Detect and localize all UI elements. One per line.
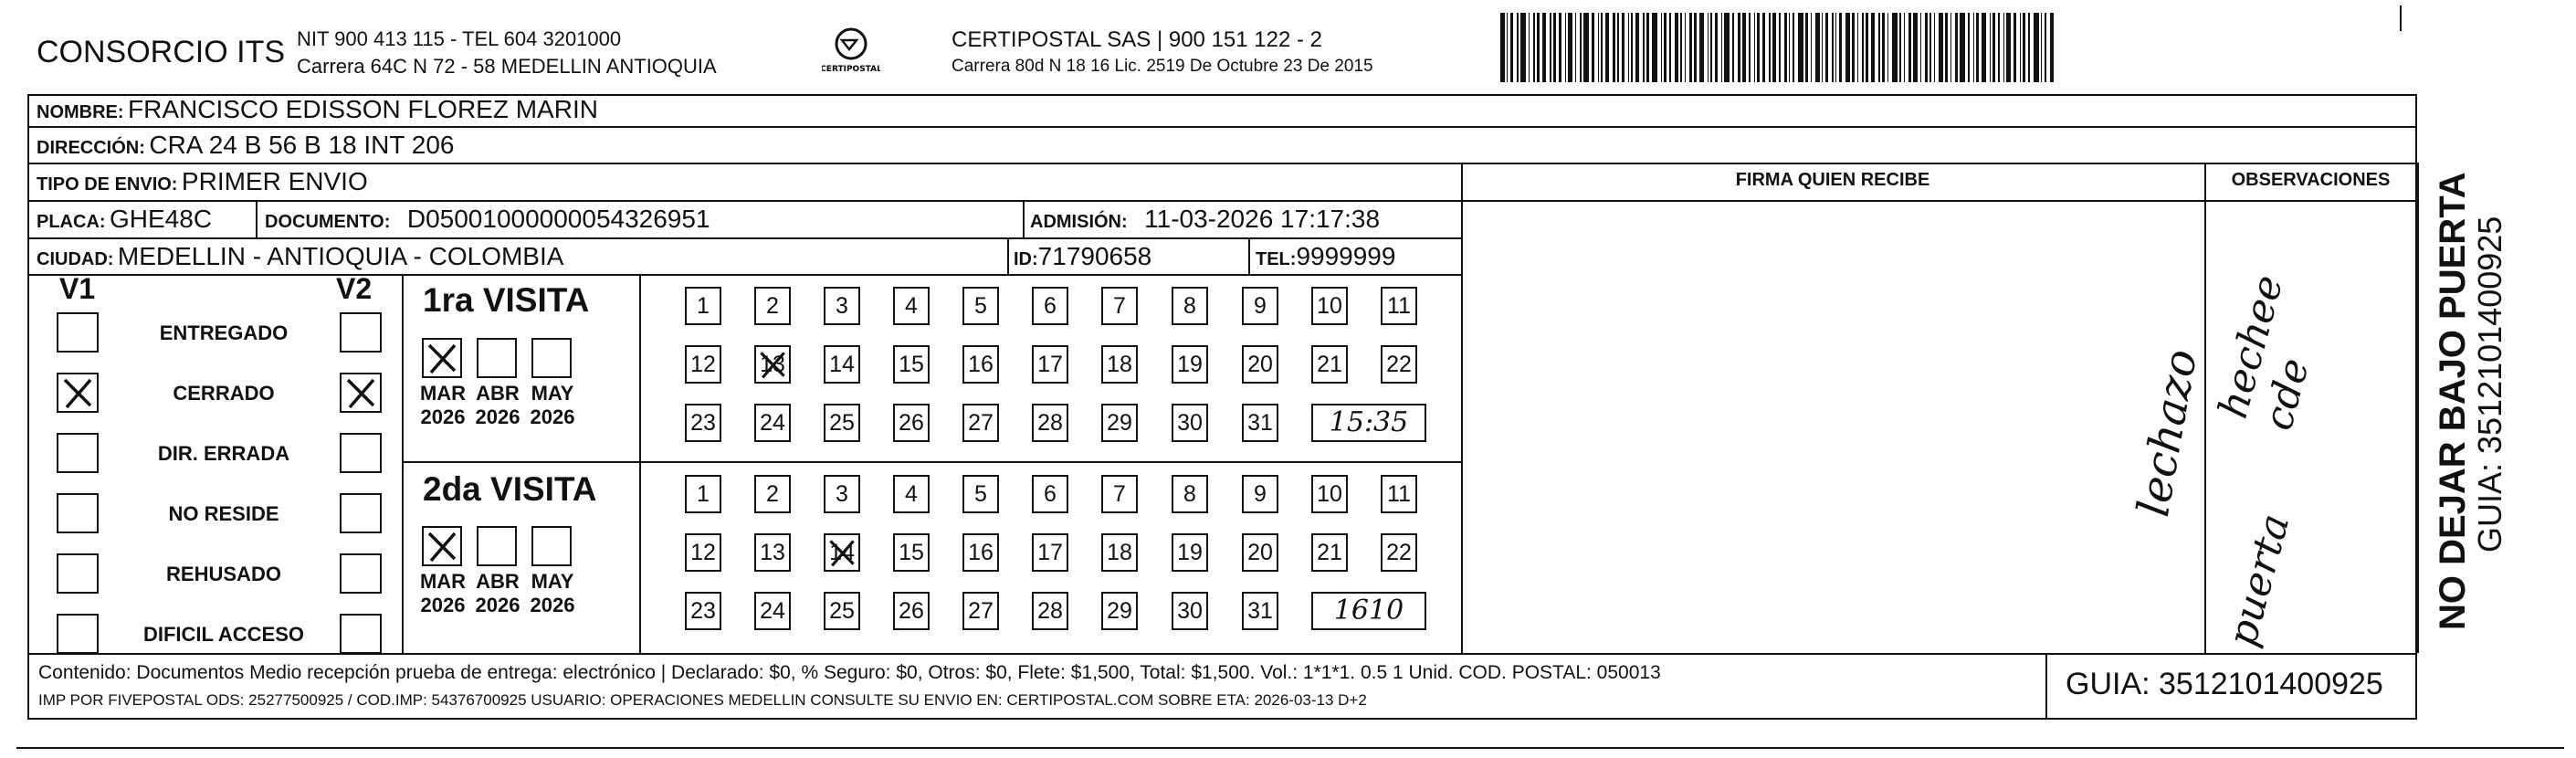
- barcode-bar: [1779, 13, 1781, 82]
- visit2-day-box[interactable]: 15: [893, 533, 930, 572]
- barcode-bar: [1899, 13, 1901, 82]
- month-name: ABR: [476, 570, 520, 593]
- barcode: [1500, 13, 2231, 82]
- footer-line: [27, 653, 2417, 655]
- barcode-bar: [1669, 13, 1671, 82]
- tel-cell: [1256, 242, 1395, 271]
- row-line: [27, 200, 2417, 202]
- barcode-bar: [1857, 13, 1859, 82]
- visit1-day-box[interactable]: 3: [824, 287, 860, 325]
- visit1-day-box[interactable]: 1: [685, 287, 721, 325]
- visit2-day-box[interactable]: 5: [962, 475, 999, 513]
- obs-handwriting-2: hechee cde: [2210, 269, 2318, 436]
- barcode-bar: [1742, 13, 1747, 82]
- id-label: ID:: [1014, 249, 1038, 269]
- placa-cell: [37, 205, 212, 234]
- barcode-bar: [1878, 13, 1880, 82]
- visit1-day-box[interactable]: 16: [962, 345, 999, 384]
- barcode-bar: [1882, 13, 1885, 82]
- barcode-bar: [1533, 13, 1535, 82]
- barcode-bar: [1583, 13, 1589, 82]
- visit1-day-box[interactable]: 4: [893, 287, 930, 325]
- visit2-day-box[interactable]: 8: [1172, 475, 1208, 513]
- tipo-row: [37, 167, 368, 196]
- visit1-day-box[interactable]: 19: [1172, 345, 1208, 384]
- carrier-name: CERTIPOSTAL SAS | 900 151 122 - 2: [952, 27, 1322, 52]
- barcode-bar: [1908, 13, 1911, 82]
- logo-text: CERTIPOSTAL: [822, 65, 880, 74]
- visit2-day-box[interactable]: 27: [962, 592, 999, 630]
- x-mark-icon: [825, 535, 858, 570]
- visit1-day-box[interactable]: 2: [754, 287, 791, 325]
- footer-guia: GUIA: 3512101400925: [2066, 667, 2383, 701]
- v2-checkbox[interactable]: [340, 373, 382, 413]
- barcode-bar: [1580, 13, 1582, 82]
- barcode-bar: [1721, 13, 1723, 82]
- status-option-label: NO RESIDE: [168, 502, 279, 525]
- row-line: [27, 237, 1461, 239]
- barcode-bar: [1866, 13, 1868, 82]
- barcode-bar: [1769, 13, 1771, 82]
- visit2-day-box[interactable]: 28: [1032, 592, 1068, 630]
- visit1-day-box[interactable]: 30: [1172, 404, 1208, 442]
- month-year: 2026: [530, 594, 575, 616]
- direccion-row: [37, 131, 454, 160]
- visit2-day-box[interactable]: 11: [1381, 475, 1417, 513]
- v2-checkbox[interactable]: [340, 312, 382, 353]
- visit2-day-box[interactable]: 13: [754, 533, 791, 572]
- status-option-label: DIR. ERRADA: [157, 442, 290, 465]
- barcode-bar: [1887, 13, 1889, 82]
- visit1-month-checkbox[interactable]: [477, 338, 517, 378]
- visit1-day-box[interactable]: 18: [1101, 345, 1138, 384]
- barcode-bar: [2041, 13, 2043, 82]
- barcode-bar: [1517, 13, 1519, 82]
- barcode-bar: [1708, 13, 1709, 82]
- visit1-day-box[interactable]: 29: [1101, 404, 1138, 442]
- ciudad-cell: [37, 242, 563, 271]
- barcode-bar: [1815, 13, 1820, 82]
- barcode-bar: [2003, 13, 2005, 82]
- barcode-bar: [1738, 13, 1740, 82]
- barcode-bar: [1757, 13, 1760, 82]
- x-mark-icon: [424, 340, 460, 376]
- visit1-day-box[interactable]: 22: [1381, 345, 1417, 384]
- barcode-bar: [1950, 13, 1952, 82]
- month-name: MAR: [419, 382, 467, 405]
- month-name: ABR: [476, 382, 520, 405]
- visit1-day-box[interactable]: 21: [1311, 345, 1348, 384]
- barcode-bar: [2006, 13, 2011, 82]
- barcode-bar: [1628, 13, 1630, 82]
- x-mark-icon: [58, 374, 97, 411]
- col-line: [1007, 237, 1009, 274]
- visit2-day-box[interactable]: 24: [754, 592, 791, 630]
- corner-tick: [2400, 5, 2402, 31]
- month-year: 2026: [475, 594, 520, 616]
- visit2-day-box[interactable]: 16: [962, 533, 999, 572]
- v2-checkbox[interactable]: [340, 553, 382, 594]
- month-name: MAY: [531, 382, 574, 405]
- barcode-bar: [1832, 13, 1834, 82]
- v1-checkbox[interactable]: [57, 553, 99, 594]
- barcode-bar: [1715, 13, 1718, 82]
- barcode-bar: [1925, 13, 1928, 82]
- col-line: [1023, 200, 1025, 237]
- visit2-day-box[interactable]: 30: [1172, 592, 1208, 630]
- barcode-bar: [1892, 13, 1898, 82]
- x-mark-icon: [342, 374, 380, 411]
- visit2-day-box[interactable]: 10: [1311, 475, 1348, 513]
- tel-value: 9999999: [1296, 242, 1396, 270]
- visit1-month-label: [524, 382, 581, 429]
- status-option-label: CERRADO: [173, 382, 275, 405]
- barcode-bar: [1784, 13, 1787, 82]
- company-name: CONSORCIO ITS: [37, 35, 286, 69]
- row-line: [27, 126, 2417, 128]
- status-option-label: ENTREGADO: [159, 321, 289, 344]
- documento-cell: [265, 205, 710, 234]
- barcode-bar: [1793, 13, 1794, 82]
- tipo-value: PRIMER ENVIO: [181, 167, 368, 195]
- barcode-bar: [2050, 13, 2055, 82]
- visit1-day-box[interactable]: 10: [1311, 287, 1348, 325]
- v2-label: V2: [336, 272, 373, 305]
- visit2-day-box[interactable]: 17: [1032, 533, 1068, 572]
- barcode-bar: [2013, 13, 2016, 82]
- barcode-bar: [1754, 13, 1756, 82]
- month-year: 2026: [420, 405, 466, 428]
- row-line: [27, 274, 1461, 276]
- visit1-day-box[interactable]: 26: [893, 404, 930, 442]
- visit1-day-box[interactable]: 24: [754, 404, 791, 442]
- placa-value: GHE48C: [110, 205, 213, 233]
- month-name: MAR: [419, 570, 467, 593]
- visit1-day-box[interactable]: 23: [685, 404, 721, 442]
- carrier-address: Carrera 80d N 18 16 Lic. 2519 De Octubre 23 De 2015: [952, 57, 1373, 76]
- barcode-bar: [1685, 13, 1687, 82]
- company-nit: NIT 900 413 115 - TEL 604 3201000: [297, 27, 622, 50]
- barcode-bar: [1664, 13, 1667, 82]
- barcode-bar: [1592, 13, 1594, 82]
- visit2-day-box[interactable]: 31: [1242, 592, 1278, 630]
- visit2-day-box[interactable]: 19: [1172, 533, 1208, 572]
- barcode-bar: [1622, 13, 1624, 82]
- barcode-bar: [1689, 13, 1692, 82]
- barcode-bar: [1565, 13, 1567, 82]
- barcode-bar: [1920, 13, 1922, 82]
- barcode-bar: [1913, 13, 1918, 82]
- visit2-day-box[interactable]: 12: [685, 533, 721, 572]
- month-year: 2026: [530, 405, 575, 428]
- visit1-day-box[interactable]: 12: [685, 345, 721, 384]
- barcode-bar: [1520, 13, 1526, 82]
- visit1-day-box[interactable]: 25: [824, 404, 860, 442]
- x-mark-icon: [424, 528, 460, 564]
- barcode-bar: [1929, 13, 1931, 82]
- barcode-bar: [1968, 13, 1970, 82]
- barcode-bar: [1680, 13, 1682, 82]
- barcode-bar: [1749, 13, 1751, 82]
- col-line: [2417, 163, 2419, 653]
- certipostal-logo: [822, 24, 880, 82]
- barcode-bar: [1798, 13, 1803, 82]
- barcode-bar: [1762, 13, 1765, 82]
- direccion-value: CRA 24 B 56 B 18 INT 206: [149, 131, 455, 159]
- barcode-bar: [1811, 13, 1813, 82]
- firma-header: FIRMA QUIEN RECIBE: [1735, 170, 1930, 190]
- visit1-month-checkbox[interactable]: [531, 338, 572, 378]
- visit1-day-box[interactable]: 11: [1381, 287, 1417, 325]
- barcode-bar: [2034, 13, 2039, 82]
- barcode-bar: [2045, 13, 2046, 82]
- visit2-day-box[interactable]: 2: [754, 475, 791, 513]
- ciudad-label: CIUDAD:: [37, 249, 114, 269]
- barcode-bar: [1976, 13, 1979, 82]
- status-option-label: DIFICIL ACCESO: [142, 623, 304, 646]
- barcode-bar: [1992, 13, 1995, 82]
- barcode-bar: [2023, 13, 2025, 82]
- barcode-bar: [1661, 13, 1663, 82]
- barcode-bar: [1542, 13, 1547, 82]
- visit1-month-checkbox[interactable]: [422, 338, 462, 378]
- admision-cell: [1030, 205, 1380, 234]
- barcode-bar: [1568, 13, 1572, 82]
- barcode-bar: [1960, 13, 1965, 82]
- status-option-label: REHUSADO: [166, 563, 281, 585]
- visit2-month-checkbox[interactable]: [531, 526, 572, 566]
- month-name: MAY: [531, 570, 574, 593]
- barcode-bar: [1789, 13, 1791, 82]
- side-warning: NO DEJAR BAJO PUERTA: [2433, 172, 2473, 630]
- v1-label: V1: [59, 272, 96, 305]
- barcode-bar: [1772, 13, 1777, 82]
- barcode-bar: [1724, 13, 1730, 82]
- barcode-bar: [1839, 13, 1842, 82]
- barcode-bar: [1934, 13, 1936, 82]
- barcode-bar: [1605, 13, 1610, 82]
- visit2-day-box[interactable]: 18: [1101, 533, 1138, 572]
- visit2-day-box[interactable]: 20: [1242, 533, 1278, 572]
- footer-contenido: Contenido: Documentos Medio recepción prueba de entrega: electrónico | Declarado: $0, % Seguro: $0, Otros: $0, Flete: $1,500, Total: $1,500. Vol.: 1*1*1. 0.5 1 Unid. COD. POSTAL: 050013: [38, 662, 1661, 683]
- month-year: 2026: [475, 405, 520, 428]
- visit2-month-checkbox[interactable]: [422, 526, 462, 566]
- barcode-bar: [1699, 13, 1704, 82]
- barcode-bar: [1529, 13, 1530, 82]
- admision-value: 11-03-2026 17:17:38: [1144, 205, 1381, 233]
- visit2-month-label: [415, 570, 471, 617]
- visit1-day-box[interactable]: 20: [1242, 345, 1278, 384]
- visit1-title: 1ra VISITA: [423, 281, 590, 319]
- barcode-bar: [1635, 13, 1640, 82]
- visit2-month-label: [469, 570, 526, 617]
- visit2-title: 2da VISITA: [423, 470, 597, 508]
- barcode-bar: [1904, 13, 1906, 82]
- visit2-day-box[interactable]: 9: [1242, 475, 1278, 513]
- visit1-day-box[interactable]: 7: [1101, 287, 1138, 325]
- id-cell: [1014, 242, 1151, 271]
- visit2-day-box[interactable]: 21: [1311, 533, 1348, 572]
- visit2-day-box[interactable]: 4: [893, 475, 930, 513]
- visit1-day-box[interactable]: 9: [1242, 287, 1278, 325]
- nombre-value: FRANCISCO EDISSON FLOREZ MARIN: [128, 95, 598, 123]
- nombre-label: NOMBRE:: [37, 102, 124, 122]
- barcode-bar: [1510, 13, 1513, 82]
- barcode-bar: [1822, 13, 1824, 82]
- v2-checkbox[interactable]: [340, 433, 382, 473]
- barcode-bar: [1646, 13, 1649, 82]
- barcode-bar: [1507, 13, 1509, 82]
- ciudad-value: MEDELLIN - ANTIOQUIA - COLOMBIA: [117, 242, 564, 270]
- nombre-row: [37, 95, 598, 124]
- barcode-bar: [1601, 13, 1603, 82]
- barcode-bar: [1955, 13, 1958, 82]
- col-line: [256, 200, 258, 237]
- barcode-bar: [1559, 13, 1561, 82]
- tel-label: TEL:: [1256, 249, 1297, 269]
- x-mark-icon: [756, 347, 789, 382]
- barcode-bar: [1694, 13, 1697, 82]
- barcode-bar: [1643, 13, 1645, 82]
- row-line: [27, 163, 2417, 164]
- col-line: [1248, 237, 1250, 274]
- col-line: [2045, 653, 2047, 720]
- visit1-day-box[interactable]: 31: [1242, 404, 1278, 442]
- col-line: [402, 274, 404, 653]
- v1-checkbox[interactable]: [57, 614, 99, 654]
- v1-checkbox[interactable]: [57, 373, 99, 413]
- barcode-bar: [2020, 13, 2022, 82]
- observaciones-underline: [2204, 200, 2417, 202]
- barcode-bar: [1537, 13, 1540, 82]
- barcode-bar: [1617, 13, 1619, 82]
- footer-imp: IMP POR FIVEPOSTAL ODS: 25277500925 / COD.IMP: 54376700925 USUARIO: OPERACIONES MEDELLIN CONSULTE SU ENVIO EN: CERTIPOSTAL.COM SOBRE ETA: 2026-03-13 D+2: [38, 691, 1367, 709]
- visit2-day-box[interactable]: 14: [824, 533, 860, 572]
- barcode-bar: [1945, 13, 1948, 82]
- visit1-day-box[interactable]: 15: [893, 345, 930, 384]
- placa-label: PLACA:: [37, 212, 106, 232]
- barcode-bar: [1805, 13, 1808, 82]
- direccion-label: DIRECCIÓN:: [37, 138, 145, 158]
- visit2-day-box[interactable]: 22: [1381, 533, 1417, 572]
- visit1-time-box[interactable]: 15:35: [1311, 404, 1426, 442]
- col-line: [2204, 163, 2206, 653]
- admision-label: ADMISIÓN:: [1030, 212, 1128, 232]
- barcode-bar: [1631, 13, 1633, 82]
- barcode-bar: [1500, 13, 1505, 82]
- barcode-bar: [1862, 13, 1864, 82]
- barcode-bar: [1852, 13, 1855, 82]
- barcode-bar: [2028, 13, 2030, 82]
- barcode-bar: [1553, 13, 1556, 82]
- id-value: 71790658: [1037, 242, 1152, 270]
- barcode-bar: [1675, 13, 1679, 82]
- month-year: 2026: [420, 594, 466, 616]
- visit2-day-box[interactable]: 29: [1101, 592, 1138, 630]
- barcode-bar: [1990, 13, 1992, 82]
- barcode-bar: [1825, 13, 1828, 82]
- barcode-bar: [1575, 13, 1577, 82]
- visit1-day-box[interactable]: 27: [962, 404, 999, 442]
- v1-checkbox[interactable]: [57, 493, 99, 533]
- barcode-bar: [1550, 13, 1551, 82]
- col-line: [639, 274, 641, 653]
- tipo-label: TIPO DE ENVIO:: [37, 174, 178, 195]
- barcode-bar: [1613, 13, 1615, 82]
- barcode-bar: [1871, 13, 1876, 82]
- visit2-day-box[interactable]: 23: [685, 592, 721, 630]
- documento-label: DOCUMENTO:: [265, 212, 391, 232]
- barcode-bar: [1835, 13, 1837, 82]
- visit2-day-box[interactable]: 6: [1032, 475, 1068, 513]
- visit2-time-box[interactable]: 1610: [1311, 592, 1426, 630]
- barcode-bar: [1939, 13, 1943, 82]
- visit2-month-checkbox[interactable]: [477, 526, 517, 566]
- visit1-month-label: [415, 382, 471, 429]
- observaciones-header: OBSERVACIONES: [2231, 170, 2391, 190]
- visit1-day-box[interactable]: 13: [754, 345, 791, 384]
- barcode-bar: [1732, 13, 1734, 82]
- visit1-month-label: [469, 382, 526, 429]
- col-line: [1461, 163, 1463, 653]
- day-x-mark: [756, 347, 789, 382]
- barcode-bar: [1710, 13, 1712, 82]
- v1-checkbox[interactable]: [57, 433, 99, 473]
- visit2-day-box[interactable]: 1: [685, 475, 721, 513]
- visit2-day-box[interactable]: 7: [1101, 475, 1138, 513]
- barcode-bar: [1973, 13, 1975, 82]
- v1-checkbox[interactable]: [57, 312, 99, 353]
- documento-value: D05001000000054326951: [406, 205, 710, 233]
- barcode-bar: [1598, 13, 1600, 82]
- visit1-day-box[interactable]: 14: [824, 345, 860, 384]
- obs-handwriting-3: puerta: [2219, 509, 2299, 652]
- visit1-day-box[interactable]: 8: [1172, 287, 1208, 325]
- visit2-month-label: [524, 570, 581, 617]
- day-x-mark: [825, 535, 858, 570]
- visit1-day-box[interactable]: 17: [1032, 345, 1068, 384]
- barcode-bar: [1652, 13, 1657, 82]
- obs-handwriting-1: lechazo: [2128, 345, 2208, 521]
- visit2-day-box[interactable]: 26: [893, 592, 930, 630]
- row-line: [402, 461, 1461, 463]
- barcode-bar: [1845, 13, 1850, 82]
- bottom-rule: [16, 747, 2564, 749]
- barcode-bar: [1982, 13, 1986, 82]
- visit2-day-box[interactable]: 25: [824, 592, 860, 630]
- visit2-day-box[interactable]: 3: [824, 475, 860, 513]
- company-address: Carrera 64C N 72 - 58 MEDELLIN ANTIOQUIA: [297, 55, 717, 78]
- side-guia: GUIA: 3512101400925: [2471, 216, 2508, 553]
- visit1-day-box[interactable]: 28: [1032, 404, 1068, 442]
- visit1-day-box[interactable]: 5: [962, 287, 999, 325]
- barcode-bar: [1998, 13, 2000, 82]
- visit1-day-box[interactable]: 6: [1032, 287, 1068, 325]
- v2-checkbox[interactable]: [340, 493, 382, 533]
- v2-checkbox[interactable]: [340, 614, 382, 654]
